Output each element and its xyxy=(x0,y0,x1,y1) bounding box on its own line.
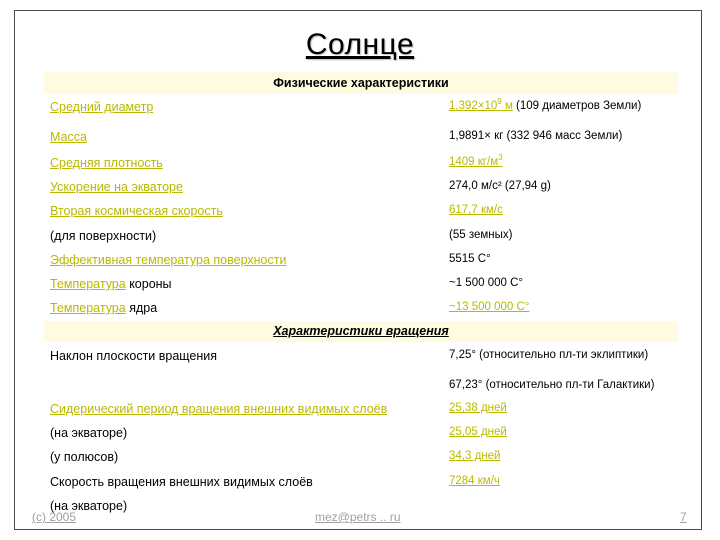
label-at-equator-2: (на экваторе) xyxy=(50,499,128,513)
label-effective-temperature[interactable] xyxy=(50,253,286,267)
value-core-temperature[interactable]: ~13 500 000 C° xyxy=(449,301,530,313)
link-density[interactable]: Средняя плотность xyxy=(50,156,163,170)
link-effective-temperature[interactable]: Эффективная температура поверхности xyxy=(50,253,287,267)
value-rotation-speed[interactable]: 7284 км/ч xyxy=(449,475,500,487)
value-earth-ratio: (55 земных) xyxy=(449,229,513,241)
label-corona-temperature: Температура короны xyxy=(50,277,172,291)
link-diameter-value[interactable]: $1,392\times 10^9$ м xyxy=(449,97,513,112)
value-tilt-ecliptic: 7,25° (относительно пл-ти эклиптики) xyxy=(449,349,649,361)
value-period-equator[interactable]: 25,05 дней xyxy=(449,426,507,438)
label-mass[interactable] xyxy=(50,130,87,144)
label-at-equator: (на экваторе) xyxy=(50,426,128,440)
section-header-physical: Физические характеристики xyxy=(44,72,678,94)
value-escape-velocity[interactable]: 617,7 км/с xyxy=(449,204,503,216)
footer-page-number: 7 xyxy=(680,510,687,524)
label-escape-velocity[interactable] xyxy=(50,204,223,218)
label-core-temperature: Температура ядра xyxy=(50,301,158,315)
label-mean-diameter[interactable] xyxy=(50,100,153,114)
footer-copyright: (c) 2005 xyxy=(32,510,77,524)
value-density[interactable]: 1409 $кг/м^3$ xyxy=(449,153,503,168)
value-corona-temperature: ~1 500 000 C° xyxy=(449,277,523,289)
link-equator-gravity[interactable]: Ускорение на экваторе xyxy=(50,180,183,194)
label-sidereal-period[interactable] xyxy=(50,402,387,416)
label-for-surface: (для поверхности) xyxy=(50,229,157,243)
link-mass[interactable]: Масса xyxy=(50,130,87,144)
link-escape-velocity[interactable]: Вторая космическая скорость xyxy=(50,204,223,218)
label-rotation-speed: Скорость вращения внешних видимых слоёв xyxy=(50,475,313,489)
label-density[interactable] xyxy=(50,156,163,170)
link-mean-diameter[interactable]: Средний диаметр xyxy=(50,100,154,114)
label-rotation-tilt: Наклон плоскости вращения xyxy=(50,349,218,363)
value-mass: 1,9891× кг (332 946 масс Земли) xyxy=(449,130,623,142)
label-equator-gravity[interactable] xyxy=(50,180,183,194)
section-header-rotation: Характеристики вращения xyxy=(44,321,678,342)
value-period-poles[interactable]: 34,3 дней xyxy=(449,450,501,462)
label-at-poles: (у полюсов) xyxy=(50,450,119,464)
link-sidereal-period[interactable]: Сидерический период вращения внешних видимых слоёв xyxy=(50,402,388,416)
value-tilt-galaxy: 67,23° (относительно пл-ти Галактики) xyxy=(449,379,655,391)
value-effective-temperature: 5515 C° xyxy=(449,253,491,265)
value-equator-gravity: 274,0 м/с² (27,94 g) xyxy=(449,180,551,192)
page-title: Солнце xyxy=(305,28,415,61)
value-mean-diameter: $1,392\times 10^9$ м (109 диаметров Земли) xyxy=(449,97,642,112)
value-sidereal-period[interactable]: 25,38 дней xyxy=(449,402,507,414)
footer-email[interactable]: mez@petrs .. ru xyxy=(315,510,401,524)
link-temperature-core[interactable]: Температура xyxy=(50,301,126,315)
link-temperature[interactable]: Температура xyxy=(50,277,126,291)
